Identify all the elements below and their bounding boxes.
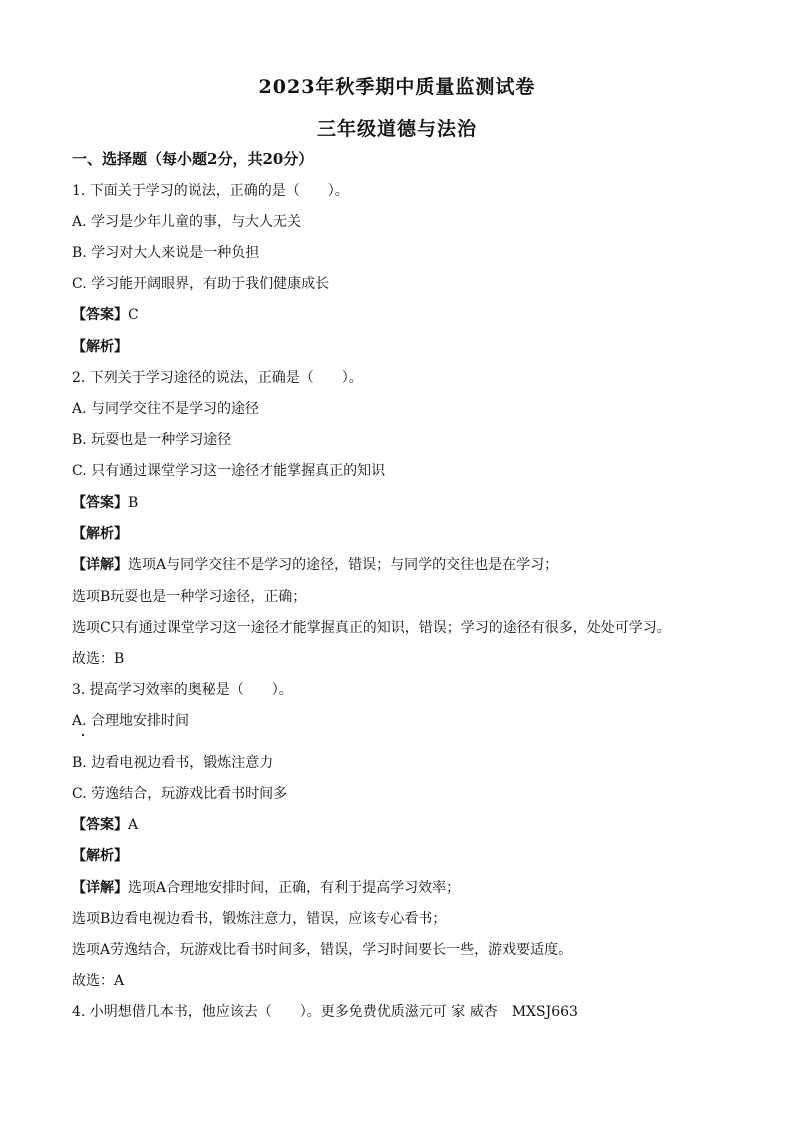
question-2-choice: 故选：B	[72, 651, 125, 667]
question-3-answer	[72, 816, 138, 834]
question-2-option-a: A. 与同学交往不是学习的途径	[72, 401, 260, 417]
answer-value: B	[128, 495, 139, 511]
question-3-detail-2: 选项B边看电视边看书，锻炼注意力，错误，应该专心看书；	[72, 911, 447, 927]
answer-value: A	[128, 817, 139, 833]
section-heading: 一、选择题（每小题2分，共20分）	[72, 150, 314, 168]
answer-tag: 【答案】	[72, 817, 128, 833]
exam-title: 2023年秋季期中质量监测试卷	[258, 76, 536, 98]
detail-tag: 【详解】	[72, 557, 128, 573]
detail-text: 选项A与同学交往不是学习的途径，错误；与同学的交往也是在学习；	[128, 557, 559, 573]
question-3-choice: 故选：A	[72, 973, 125, 989]
answer-tag: 【答案】	[72, 307, 128, 323]
question-3-analysis-tag: 【解析】	[72, 848, 128, 864]
question-2-answer	[72, 494, 138, 512]
question-3-stem: 3. 提高学习效率的奥秘是（ ）。	[72, 682, 293, 698]
question-1-option-c: C. 学习能开阔眼界，有助于我们健康成长	[72, 276, 330, 292]
question-4-stem: 4. 小明想借几本书，他应该去（ ）。更多免费优质滋元可 家 威杏 MXSJ663	[72, 1004, 578, 1020]
exam-subject: 三年级道德与法治	[316, 118, 477, 140]
question-2-detail-3: 选项C只有通过课堂学习这一途径才能掌握真正的知识，错误；学习的途径有很多，处处可学习。	[72, 620, 671, 636]
question-1-stem: 1. 下面关于学习的说法，正确的是（ ）。	[72, 183, 349, 199]
question-1-option-a: A. 学习是少年儿童的事，与大人无关	[72, 214, 302, 230]
question-2-detail-2: 选项B玩耍也是一种学习途径，正确；	[72, 589, 307, 605]
question-1-answer	[72, 306, 139, 324]
answer-value: C	[128, 307, 139, 323]
detail-text: 选项A合理地安排时间，正确，有利于提高学习效率；	[128, 880, 461, 896]
question-2-option-b: B. 玩耍也是一种学习途径	[72, 432, 232, 448]
question-1-analysis-tag: 【解析】	[72, 339, 128, 355]
question-2-detail-1	[72, 556, 558, 574]
question-3-option-b: B. 边看电视边看书，锻炼注意力	[72, 755, 274, 771]
question-3-option-c: C. 劳逸结合，玩游戏比看书时间多	[72, 786, 288, 802]
question-3-option-a: A. 合理地安排时间	[72, 713, 190, 729]
question-1-option-b: B. 学习对大人来说是一种负担	[72, 245, 260, 261]
question-3-detail-1	[72, 879, 460, 897]
question-2-option-c: C. 只有通过课堂学习这一途径才能掌握真正的知识	[72, 463, 386, 479]
stray-dot	[82, 734, 84, 736]
detail-tag: 【详解】	[72, 880, 128, 896]
question-3-detail-3: 选项A劳逸结合，玩游戏比看书时间多，错误，学习时间要长一些，游戏要适度。	[72, 942, 573, 958]
answer-tag: 【答案】	[72, 495, 128, 511]
question-2-stem: 2. 下列关于学习途径的说法，正确是（ ）。	[72, 370, 363, 386]
question-2-analysis-tag: 【解析】	[72, 526, 128, 542]
